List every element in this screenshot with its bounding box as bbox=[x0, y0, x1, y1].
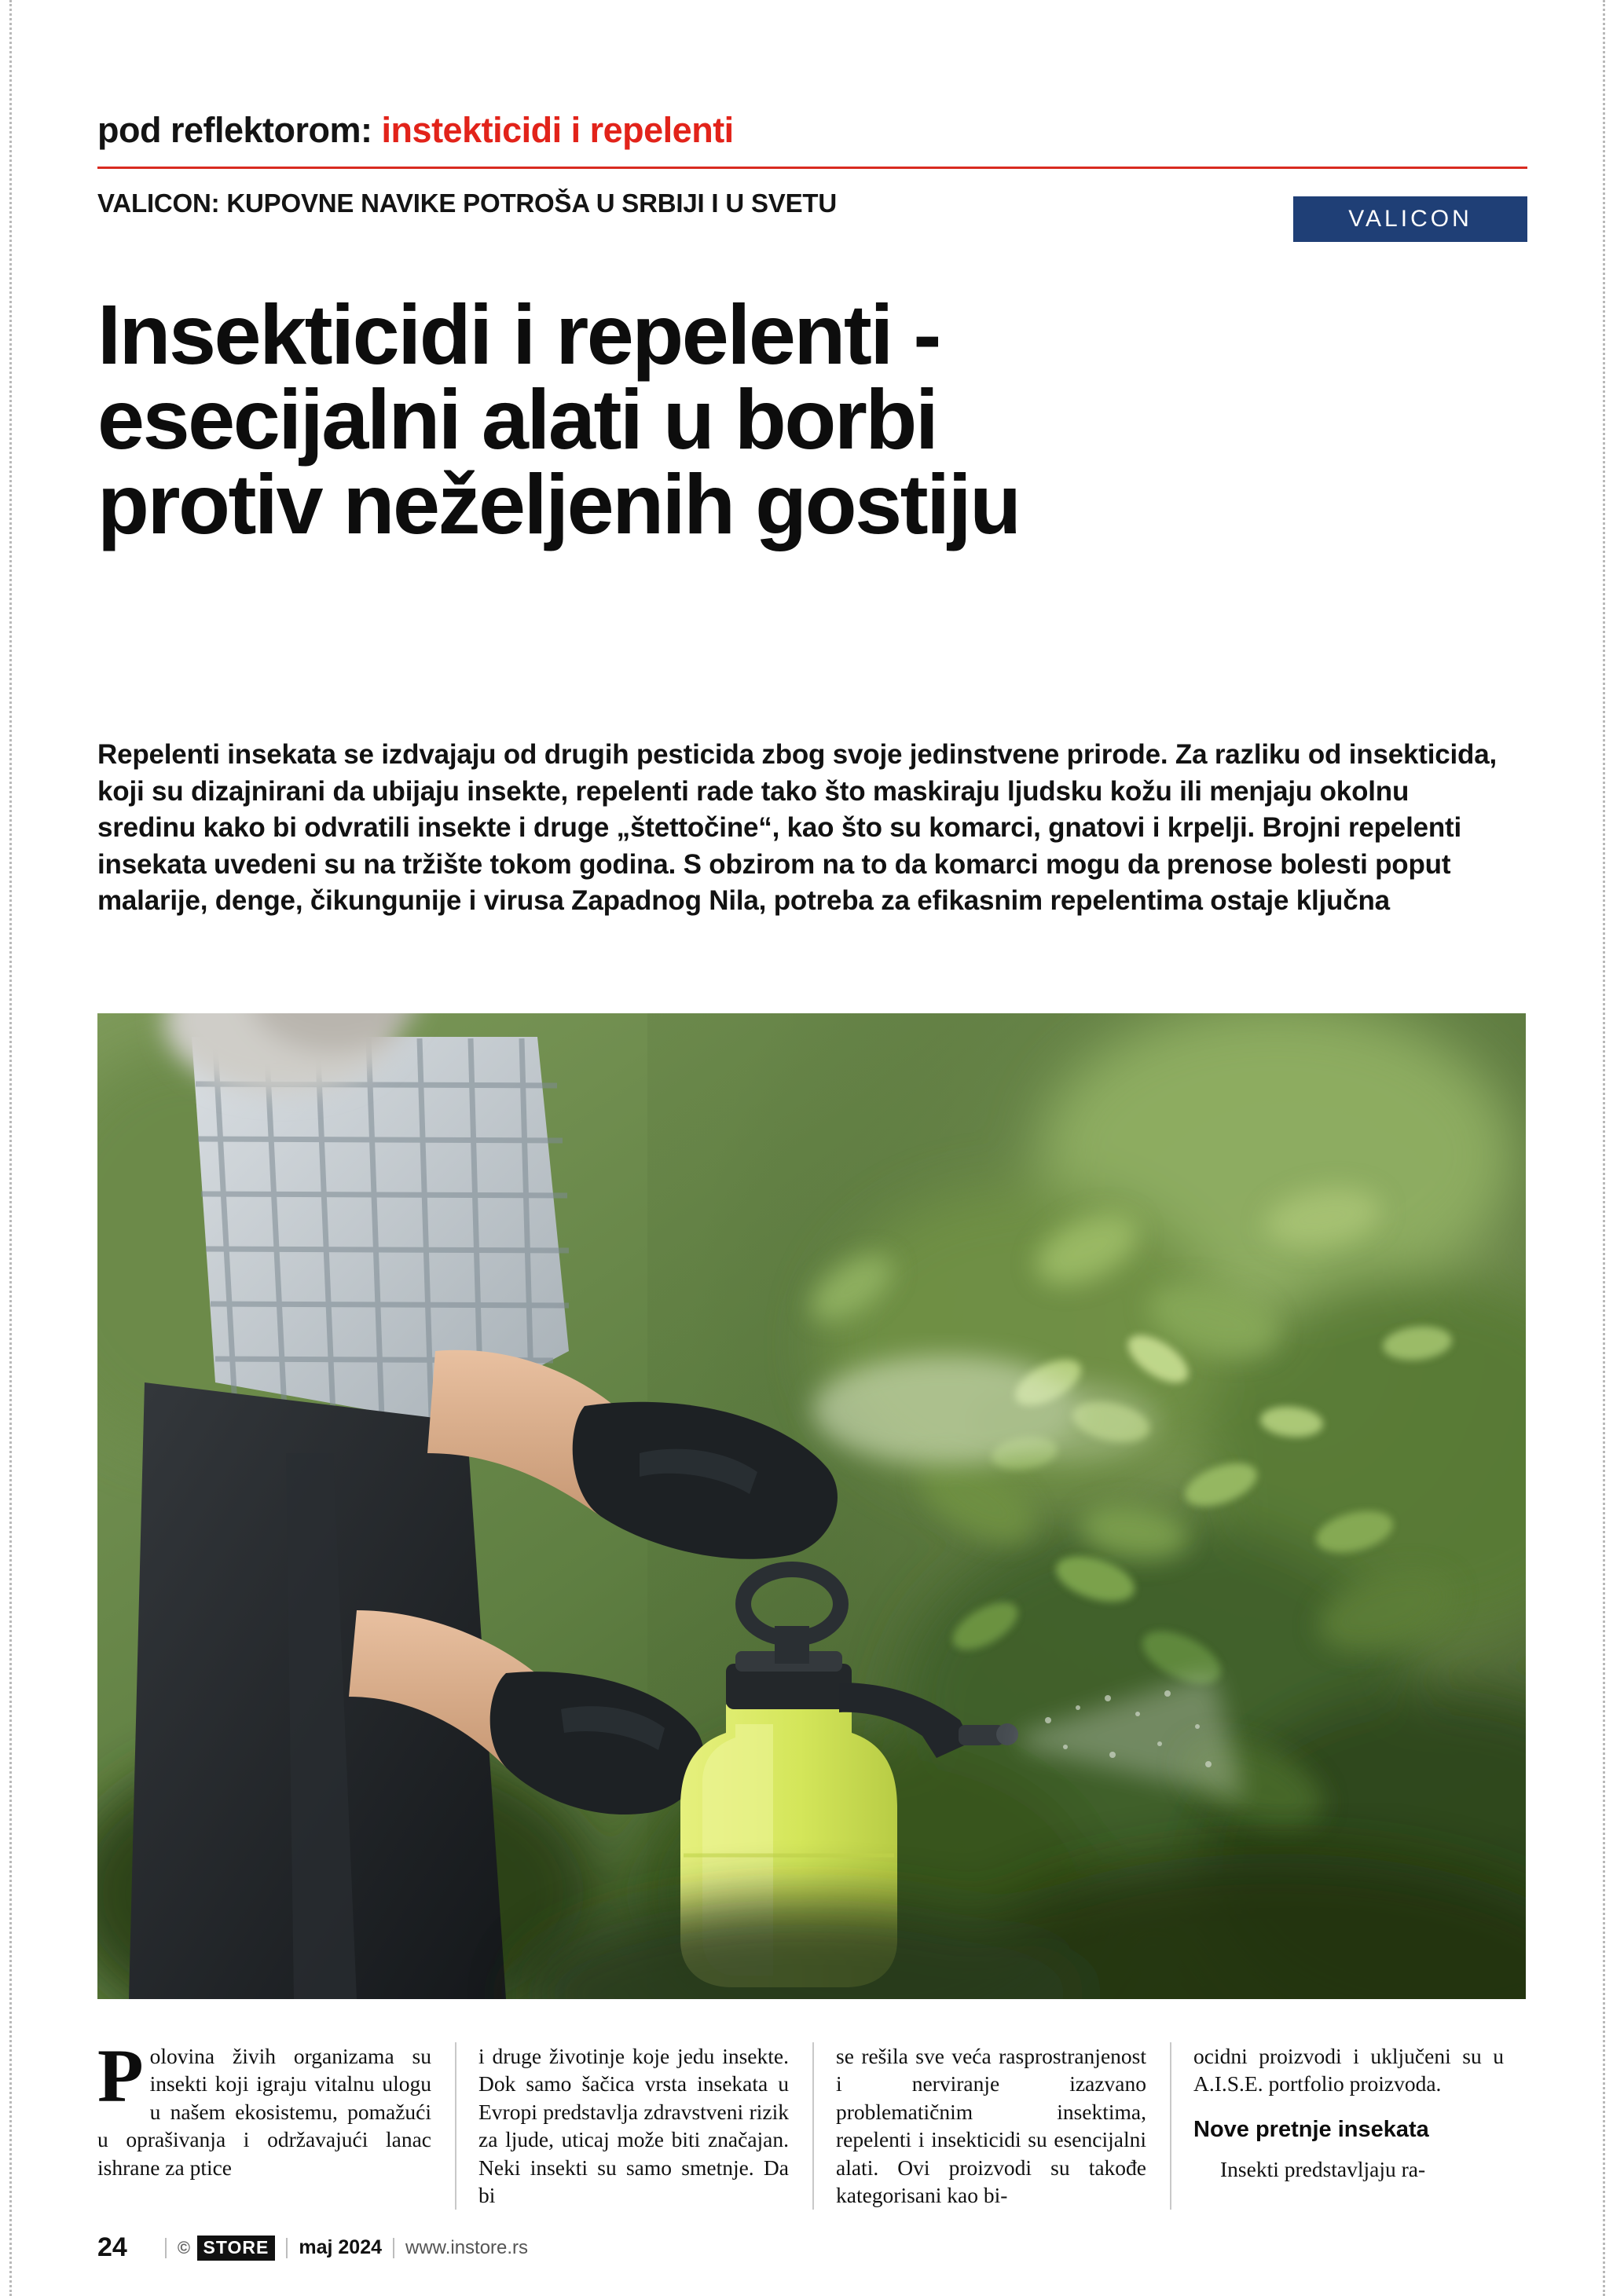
page-title bbox=[97, 287, 1535, 551]
kicker-divider bbox=[97, 167, 1527, 169]
body-text: olovina živih organizama su insekti koji igraju vitalnu ulogu u našem ekosistemu, pomažući u oprašivanja i održavajući lanac ishrane za ptice bbox=[97, 2044, 431, 2180]
body-column-2 bbox=[455, 2042, 812, 2210]
valicon-logo-label: VALICON bbox=[1348, 206, 1472, 232]
page-footer bbox=[97, 2232, 1527, 2263]
issue-date: maj 2024 bbox=[299, 2236, 383, 2258]
page-edge-dotted-rule-right bbox=[1603, 0, 1605, 2296]
body-paragraph: i druge životinje koje jedu insekte. Dok samo šačica vrsta insekata u Evropi predstavlja zdravstveni rizik za ljude, uticaj može biti značajan. Neki insekti su samo smetnje. Da bi bbox=[478, 2044, 789, 2208]
body-paragraph bbox=[97, 2034, 431, 2181]
brand-name: STORE bbox=[197, 2236, 276, 2261]
body-subheading: Nove pretnje insekata bbox=[1193, 2116, 1429, 2142]
brand-mark bbox=[178, 2236, 276, 2261]
body-paragraph: Insekti predstavljaju ra- bbox=[1220, 2157, 1426, 2182]
footer-divider bbox=[286, 2238, 288, 2258]
footer-divider bbox=[393, 2238, 394, 2258]
kicker-label: pod reflektorom: bbox=[97, 110, 372, 150]
subkicker: VALICON: KUPOVNE NAVIKE POTROŠA U SRBIJI I U SVETU bbox=[97, 189, 837, 218]
photo-illustration bbox=[97, 1013, 1526, 1999]
section-kicker bbox=[97, 110, 1527, 151]
valicon-logo bbox=[1293, 196, 1527, 242]
footer-divider bbox=[165, 2238, 167, 2258]
body-paragraph: se rešila sve veća rasprostranjenost i nerviranje izazvano problematičnim insektima, repelenti i insekticidi su esencijalni alati. Ovi proizvodi su takođe kategorisani kao bi- bbox=[836, 2044, 1146, 2208]
page-edge-dotted-rule-left bbox=[9, 0, 12, 2296]
drop-cap: P bbox=[97, 2034, 144, 2118]
body-column-1 bbox=[97, 2034, 455, 2210]
body-column-3 bbox=[812, 2042, 1170, 2210]
body-paragraph: ocidni proizvodi i uključeni su u A.I.S.E. portfolio proizvoda. bbox=[1193, 2044, 1504, 2096]
page-number: 24 bbox=[97, 2232, 127, 2262]
article-body bbox=[97, 2034, 1527, 2210]
headline-line-2: esecijalni alati u borbi bbox=[97, 372, 937, 467]
kicker-topic: instekticidi i repelenti bbox=[381, 110, 734, 150]
copyright-icon: © bbox=[177, 2237, 191, 2258]
website-url[interactable]: www.instore.rs bbox=[405, 2236, 529, 2258]
body-column-4 bbox=[1170, 2042, 1527, 2210]
standfirst-lead: Repelenti insekata se izdvajaju od drugih pesticida zbog svoje jedinstvene prirode. Za razliku od insekticida, koji su dizajnirani da ubijaju insekte, repelenti rade tako što maskiraju ljudsku kožu ili menjaju okolnu sredinu kako bi odvratili insekte i druge „štettočine“, kao što su komarci, gnatovi i krpelji. Brojni repelenti insekata uvedeni su na tržište tokom godina. S obzirom na to da komarci mogu da prenose bolesti poput malarije, denge, čikungunije i virusa Zapadnog Nila, potreba za efikasnim repelentima ostaje ključna bbox=[97, 739, 1497, 917]
headline-line-1: Insekticidi i repelenti - bbox=[97, 287, 940, 382]
headline-line-3: protiv neželjenih gostiju bbox=[97, 456, 1020, 551]
article-photo bbox=[97, 1013, 1526, 1999]
